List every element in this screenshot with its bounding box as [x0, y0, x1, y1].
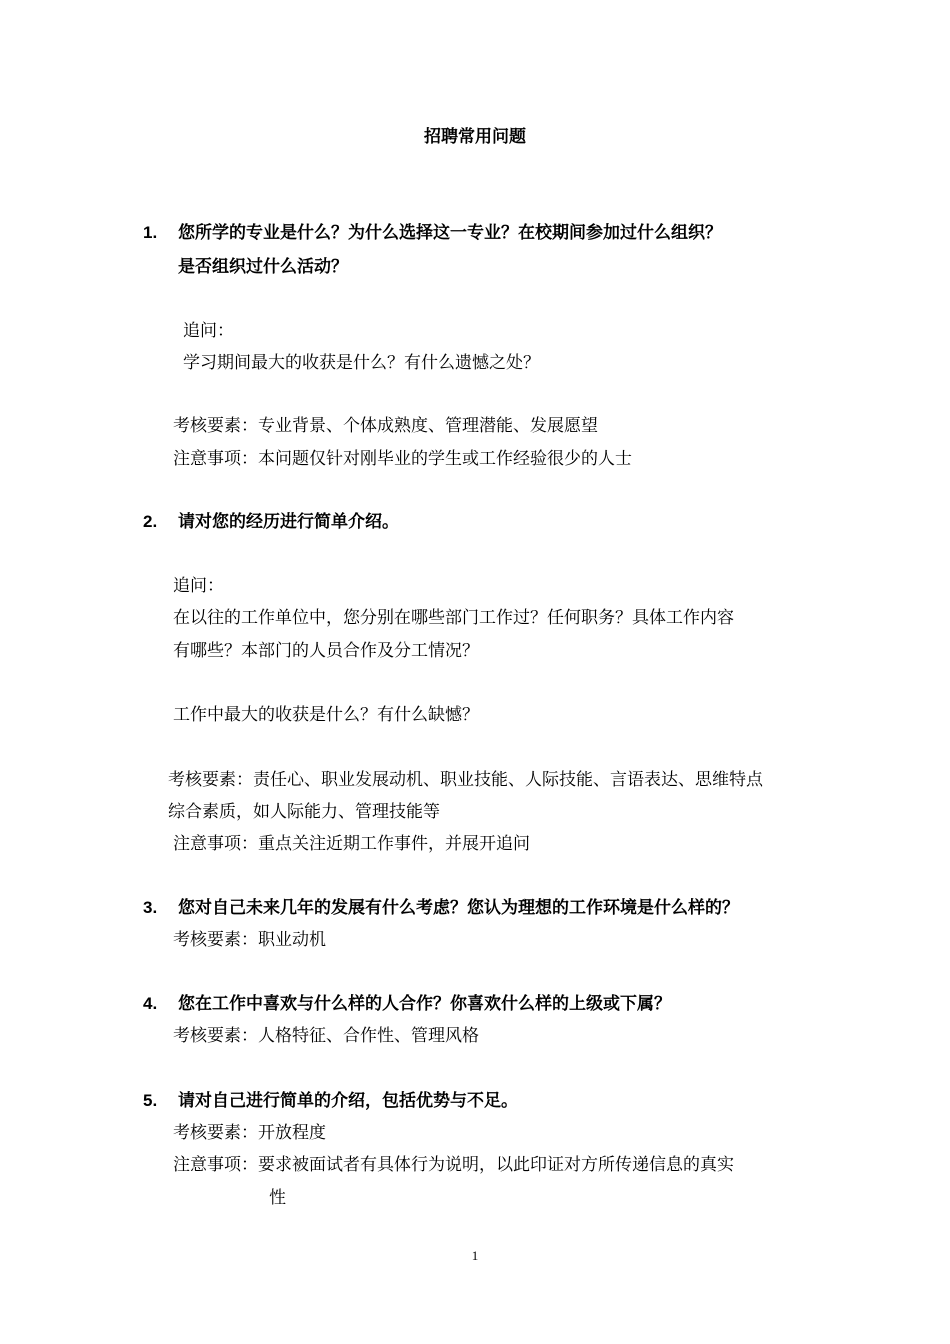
question-text: 您对自己未来几年的发展有什么考虑？您认为理想的工作环境是什么样的？	[178, 898, 739, 918]
question-number: 2.	[143, 512, 158, 531]
note-text: 注意事项：要求被面试者有具体行为说明，以此印证对方所传递信息的真实	[173, 1155, 734, 1175]
note-text: 注意事项：重点关注近期工作事件，并展开追问	[173, 834, 530, 854]
page-number: 1	[471, 1248, 479, 1263]
followup-text: 学习期间最大的收获是什么？有什么遗憾之处？	[183, 353, 540, 373]
note-text: 性	[269, 1188, 286, 1208]
assessment-text: 综合素质，如人际能力、管理技能等	[168, 802, 440, 822]
assessment-text: 考核要素：专业背景、个体成熟度、管理潜能、发展愿望	[173, 416, 598, 436]
followup-text: 工作中最大的收获是什么？有什么缺憾？	[173, 705, 479, 725]
question-text: 是否组织过什么活动？	[178, 257, 348, 277]
question-text: 您在工作中喜欢与什么样的人合作？你喜欢什么样的上级或下属？	[178, 994, 671, 1014]
question-number: 5.	[143, 1091, 158, 1110]
question-text: 请对您的经历进行简单介绍。	[178, 512, 399, 532]
question-number: 1.	[143, 223, 158, 242]
question-text: 您所学的专业是什么？为什么选择这一专业？在校期间参加过什么组织？	[178, 223, 722, 243]
assessment-text: 考核要素：开放程度	[173, 1123, 326, 1143]
page-title: 招聘常用问题	[424, 127, 526, 147]
note-text: 注意事项：本问题仅针对刚毕业的学生或工作经验很少的人士	[173, 449, 632, 469]
followup-label: 追问：	[173, 576, 224, 596]
question-number: 3.	[143, 898, 158, 917]
followup-text: 有哪些？本部门的人员合作及分工情况？	[173, 641, 479, 661]
followup-text: 在以往的工作单位中，您分别在哪些部门工作过？任何职务？具体工作内容	[173, 608, 734, 628]
assessment-text: 考核要素：职业动机	[173, 930, 326, 950]
followup-label: 追问：	[183, 321, 234, 341]
assessment-text: 考核要素：责任心、职业发展动机、职业技能、人际技能、言语表达、思维特点	[168, 770, 763, 790]
question-number: 4.	[143, 994, 158, 1013]
assessment-text: 考核要素：人格特征、合作性、管理风格	[173, 1026, 479, 1046]
question-text: 请对自己进行简单的介绍，包括优势与不足。	[178, 1091, 518, 1111]
